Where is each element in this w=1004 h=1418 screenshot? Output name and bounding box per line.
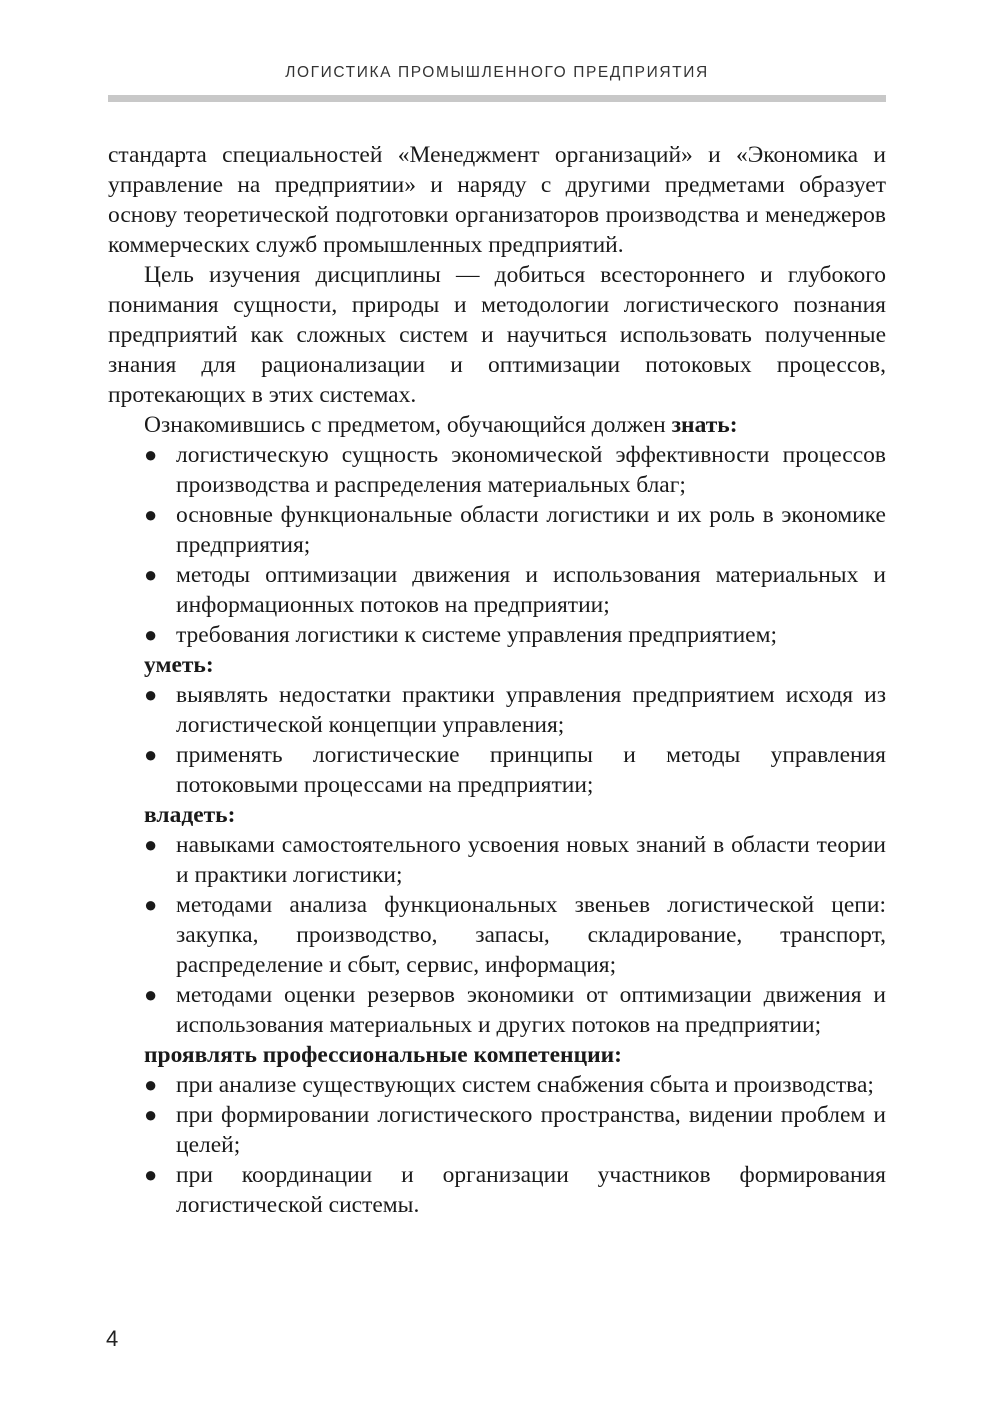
list-item <box>108 1160 886 1220</box>
list-item-text: методами оценки резервов экономики от оптимизации движения и использования материальных и других потоков на предприятии; <box>176 982 886 1038</box>
list-item <box>108 830 886 890</box>
bullet-icon: ● <box>144 832 158 857</box>
list-item-text: при координации и организации участников формирования логистической системы. <box>176 1162 886 1218</box>
list-item <box>108 980 886 1040</box>
list-item <box>108 1100 886 1160</box>
bullet-icon: ● <box>144 622 158 647</box>
list-item <box>108 560 886 620</box>
bullet-icon: ● <box>144 892 158 917</box>
bullet-icon: ● <box>144 1072 158 1097</box>
bullet-icon: ● <box>144 1162 158 1187</box>
own-heading: владеть: <box>144 802 236 828</box>
header-rule <box>108 95 886 102</box>
list-item-text: выявлять недостатки практики управления предприятием исходя из логистической концепции управления; <box>176 682 886 738</box>
bullet-icon: ● <box>144 562 158 587</box>
skills-list <box>108 680 886 800</box>
bullet-icon: ● <box>144 742 158 767</box>
list-item <box>108 680 886 740</box>
know-list <box>108 440 886 650</box>
list-item <box>108 440 886 500</box>
bullet-icon: ● <box>144 982 158 1007</box>
list-item-text: логистическую сущность экономической эффективности процессов производства и распределения материальных благ; <box>176 442 886 498</box>
list-item-text: методы оптимизации движения и использования материальных и информационных потоков на предприятии; <box>176 562 886 618</box>
bullet-icon: ● <box>144 502 158 527</box>
paragraph-goal: Цель изучения дисциплины — добиться всестороннего и глубокого понимания сущности, природы и методологии логистического познания предприятий как сложных систем и научиться использовать полученные знания для рационализации и оптимизации потоковых процессов, протекающих в этих системах. <box>108 262 886 408</box>
page-body <box>108 140 886 1220</box>
list-item <box>108 740 886 800</box>
competence-heading: проявлять профессиональные компетенции: <box>144 1042 623 1068</box>
paragraph-continuation: стандарта специальностей «Менеджмент организаций» и «Экономика и управление на предприятии» и наряду с другими предметами образует основу теоретической подготовки организаторов производства и менеджеров коммерческих служб промышленных предприятий. <box>108 142 886 258</box>
list-item <box>108 1070 886 1100</box>
list-item-text: навыками самостоятельного усвоения новых знаний в области теории и практики логистики; <box>176 832 886 888</box>
running-header: ЛОГИСТИКА ПРОМЫШЛЕННОГО ПРЕДПРИЯТИЯ <box>285 64 709 81</box>
bullet-icon: ● <box>144 1102 158 1127</box>
list-item <box>108 500 886 560</box>
competence-list <box>108 1070 886 1220</box>
list-item-text: при формировании логистического пространства, видении проблем и целей; <box>176 1102 886 1158</box>
intro-text: Ознакомившись с предметом, обучающийся должен <box>144 412 672 438</box>
list-item-text: методами анализа функциональных звеньев логистической цепи: закупка, производство, запасы, складирование, транспорт, распределение и сбыт, сервис, информация; <box>176 892 886 978</box>
bullet-icon: ● <box>144 682 158 707</box>
know-heading: знать: <box>671 412 738 438</box>
list-item-text: требования логистики к системе управления предприятием; <box>176 622 778 648</box>
list-item <box>108 890 886 980</box>
page-number: 4 <box>106 1326 119 1351</box>
paragraph-intro <box>108 410 886 440</box>
bullet-icon: ● <box>144 442 158 467</box>
list-item-text: при анализе существующих систем снабжения сбыта и производства; <box>176 1072 874 1098</box>
list-item-text: применять логистические принципы и методы управления потоковыми процессами на предприятии; <box>176 742 886 798</box>
skills-heading: уметь: <box>144 652 214 678</box>
own-list <box>108 830 886 1040</box>
list-item <box>108 620 886 650</box>
list-item-text: основные функциональные области логистики и их роль в экономике предприятия; <box>176 502 886 558</box>
